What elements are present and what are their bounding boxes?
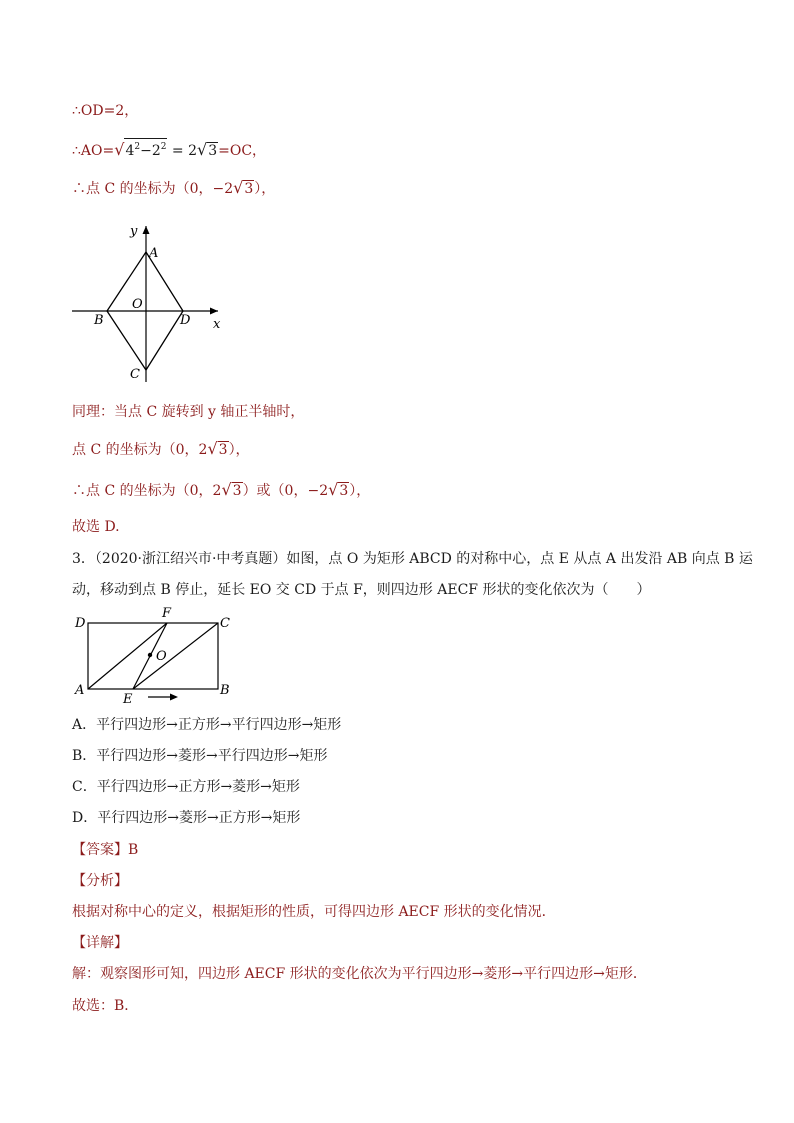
option-a: A．平行四边形→正方形→平行四边形→矩形 xyxy=(72,717,342,733)
c-coord-end-2: ）， xyxy=(228,442,250,458)
option-d: D．平行四边形→菱形→正方形→矩形 xyxy=(72,810,301,826)
radicand-minus-2: −2 xyxy=(140,143,161,159)
solution-line-c-coord xyxy=(72,178,275,199)
x-axis-arrow-icon xyxy=(210,308,218,315)
option-b: B．平行四边形→菱形→平行四边形→矩形 xyxy=(72,748,328,764)
question-3-line-2: 动，移动到点 B 停止，延长 EO 交 CD 于点 F，则四边形 AECF 形状的变化依次为（ ） xyxy=(72,582,651,598)
solution-line-conclusion xyxy=(72,480,370,501)
option-c: C．平行四边形→正方形→菱形→矩形 xyxy=(72,779,300,795)
analysis-heading: 【分析】 xyxy=(72,873,128,889)
x-axis-label: x xyxy=(213,317,221,332)
sqrt-3: 3 xyxy=(208,143,218,159)
rectangle-abcd xyxy=(88,623,218,689)
c-coord-text: ∴点 C 的坐标为（0，−2 xyxy=(72,181,234,197)
y-axis-arrow-icon xyxy=(143,226,150,234)
conclusion-text-c: ）， xyxy=(349,483,371,499)
solution-line-ao xyxy=(72,138,266,161)
rectangle-figure xyxy=(70,605,240,710)
radicand-4: 4 xyxy=(125,143,135,159)
rhombus-figure xyxy=(70,220,230,385)
detail-text: 解：观察图形可知，四边形 AECF 形状的变化依次为平行四边形→菱形→平行四边形→矩形． xyxy=(72,966,647,982)
sqrt-sign-icon: √ xyxy=(114,140,125,159)
analysis-text: 根据对称中心的定义，根据矩形的性质，可得四边形 AECF 形状的变化情况． xyxy=(72,904,556,920)
point-d-label: D xyxy=(180,313,191,328)
sqrt-sign-icon: √ xyxy=(207,439,218,458)
y-axis-label: y xyxy=(130,224,138,239)
point-o-label: O xyxy=(132,297,143,312)
sqrt-radicand xyxy=(124,138,167,159)
center-point-o xyxy=(148,653,152,657)
point-b-label: B xyxy=(94,313,104,328)
sqrt-sign-icon: √ xyxy=(197,140,208,159)
conclusion-text-a: ∴点 C 的坐标为（0，2 xyxy=(72,483,222,499)
question-3-line-1: 3．（2020·浙江绍兴市·中考真题）如图，点 O 为矩形 ABCD 的对称中心，点 E 从点 A 出发沿 AB 向点 B 运 xyxy=(72,551,753,567)
point-a-label: A xyxy=(75,683,85,698)
segment-ec xyxy=(133,623,218,689)
sqrt-3: 3 xyxy=(232,483,242,499)
detail-heading: 【详解】 xyxy=(72,935,128,951)
point-b-label: B xyxy=(220,683,230,698)
solution-line-od: ∴OD=2， xyxy=(72,103,139,119)
answer-line: 【答案】B xyxy=(72,842,139,858)
final-choice: 故选：B． xyxy=(72,998,139,1014)
c-coord-end: ）， xyxy=(254,181,276,197)
exp-2b: 2 xyxy=(160,142,167,152)
exp-2a: 2 xyxy=(134,142,141,152)
sqrt-sign-icon: √ xyxy=(221,480,232,499)
point-f-label: F xyxy=(162,606,172,621)
point-d-label: D xyxy=(75,616,86,631)
eq-oc: =OC， xyxy=(218,143,267,159)
solution-line-choose-d: 故选 D. xyxy=(72,519,120,535)
c-coord-text-2: 点 C 的坐标为（0，2 xyxy=(72,442,208,458)
point-c-label: C xyxy=(220,616,230,631)
ao-prefix: ∴AO= xyxy=(72,143,115,159)
sqrt-sign-icon: √ xyxy=(233,178,244,197)
point-c-label: C xyxy=(130,367,140,382)
point-e-label: E xyxy=(123,692,133,707)
conclusion-text-b: ）或（0，−2 xyxy=(242,483,329,499)
sqrt-3: 3 xyxy=(218,442,228,458)
eq-2: = 2 xyxy=(171,143,198,159)
sqrt-sign-icon: √ xyxy=(328,480,339,499)
solution-line-similarly: 同理：当点 C 旋转到 y 轴正半轴时， xyxy=(72,404,305,420)
motion-arrow-icon xyxy=(170,694,178,701)
sqrt-3: 3 xyxy=(244,181,254,197)
solution-line-c-coord-2 xyxy=(72,439,250,460)
sqrt-3: 3 xyxy=(339,483,349,499)
point-a-label: A xyxy=(149,246,159,261)
point-o-label: O xyxy=(156,649,167,664)
